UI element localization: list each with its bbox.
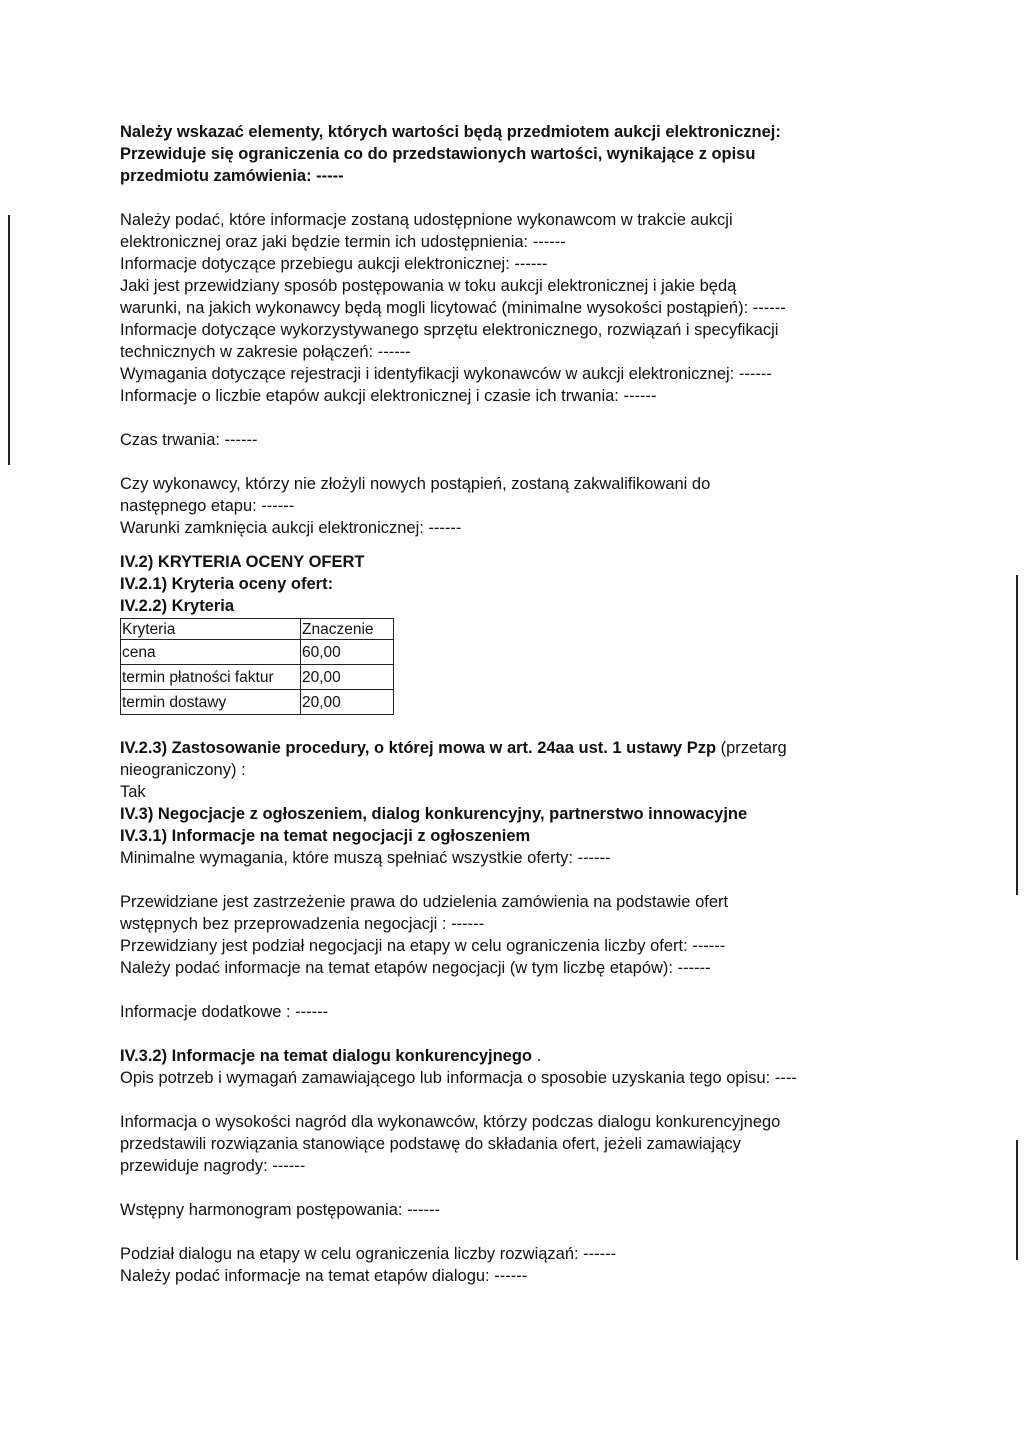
text-line: Należy podać informacje na temat etapów dialogu: ------ bbox=[120, 1267, 528, 1285]
table-cell: termin dostawy bbox=[121, 690, 301, 715]
text-line: Jaki jest przewidziany sposób postępowania w toku aukcji elektronicznej i jakie będą bbox=[120, 277, 737, 295]
text-line: Czas trwania: ------ bbox=[120, 431, 258, 449]
table-cell: termin płatności faktur bbox=[121, 665, 301, 690]
section-heading: IV.2) KRYTERIA OCENY OFERT bbox=[120, 553, 365, 571]
table-cell: 60,00 bbox=[301, 640, 394, 665]
text-line: Wstępny harmonogram postępowania: ------ bbox=[120, 1201, 441, 1219]
criteria-table bbox=[120, 618, 394, 715]
text-line: Przewiduje się ograniczenia co do przedstawionych wartości, wynikające z opisu bbox=[120, 145, 756, 163]
scan-edge-line bbox=[1016, 1140, 1018, 1260]
text-line: Informacja o wysokości nagród dla wykonawców, którzy podczas dialogu konkurencyjnego bbox=[120, 1113, 781, 1131]
text-line: przedstawili rozwiązania stanowiące podstawę do składania ofert, jeżeli zamawiający bbox=[120, 1135, 741, 1153]
table-row bbox=[121, 640, 394, 665]
text-line: Należy podać, które informacje zostaną udostępnione wykonawcom w trakcie aukcji bbox=[120, 211, 733, 229]
text-line: Informacje o liczbie etapów aukcji elektronicznej i czasie ich trwania: ------ bbox=[120, 387, 657, 405]
section-heading: IV.3.2) Informacje na temat dialogu konkurencyjnego bbox=[120, 1047, 533, 1065]
text-line: Tak bbox=[120, 783, 146, 801]
text-line: Informacje dotyczące wykorzystywanego sprzętu elektronicznego, rozwiązań i specyfikacji bbox=[120, 321, 779, 339]
text-line: nieograniczony) : bbox=[120, 761, 246, 779]
table-cell: 20,00 bbox=[301, 690, 394, 715]
text-line: technicznych w zakresie połączeń: ------ bbox=[120, 343, 411, 361]
text-line: przedmiotu zamówienia: ----- bbox=[120, 167, 344, 185]
table-row bbox=[121, 665, 394, 690]
section-heading: IV.2.2) Kryteria bbox=[120, 597, 235, 615]
text-line: Podział dialogu na etapy w celu ograniczenia liczby rozwiązań: ------ bbox=[120, 1245, 617, 1263]
text-line: warunki, na jakich wykonawcy będą mogli licytować (minimalne wysokości postąpień): ------ bbox=[120, 299, 786, 317]
section-heading: IV.3.1) Informacje na temat negocjacji z ogłoszeniem bbox=[120, 827, 531, 845]
text-line: Opis potrzeb i wymagań zamawiającego lub informacja o sposobie uzyskania tego opisu: ---- bbox=[120, 1069, 797, 1087]
text-line: Wymagania dotyczące rejestracji i identyfikacji wykonawców w aukcji elektronicznej: ------ bbox=[120, 365, 772, 383]
text-line: Informacje dodatkowe : ------ bbox=[120, 1003, 329, 1021]
text-line: Czy wykonawcy, którzy nie złożyli nowych postąpień, zostaną zakwalifikowani do bbox=[120, 475, 711, 493]
table-cell: cena bbox=[121, 640, 301, 665]
table-row bbox=[121, 690, 394, 715]
table-header-row bbox=[121, 619, 394, 640]
scan-edge-line bbox=[8, 215, 10, 465]
text-line: Przewidziane jest zastrzeżenie prawa do udzielenia zamówienia na podstawie ofert bbox=[120, 893, 729, 911]
text-line: przewiduje nagrody: ------ bbox=[120, 1157, 306, 1175]
text-line: Minimalne wymagania, które muszą spełniać wszystkie oferty: ------ bbox=[120, 849, 611, 867]
text-line bbox=[120, 1045, 910, 1067]
section-heading: IV.2.1) Kryteria oceny ofert: bbox=[120, 575, 334, 593]
text-line bbox=[120, 737, 910, 759]
text-line: Przewidziany jest podział negocjacji na etapy w celu ograniczenia liczby ofert: ------ bbox=[120, 937, 726, 955]
text-fragment: (przetarg bbox=[716, 739, 787, 757]
table-header-cell: Znaczenie bbox=[301, 619, 394, 640]
text-line: Informacje dotyczące przebiegu aukcji elektronicznej: ------ bbox=[120, 255, 548, 273]
scan-edge-line bbox=[1016, 575, 1018, 895]
text-line: następnego etapu: ------ bbox=[120, 497, 295, 515]
text-line: wstępnych bez przeprowadzenia negocjacji : ------ bbox=[120, 915, 485, 933]
text-line: Należy wskazać elementy, których wartości będą przedmiotem aukcji elektronicznej: bbox=[120, 123, 781, 141]
document-page bbox=[120, 121, 910, 1287]
table-header-cell: Kryteria bbox=[121, 619, 301, 640]
text-line: elektronicznej oraz jaki będzie termin ich udostępnienia: ------ bbox=[120, 233, 566, 251]
section-heading: IV.2.3) Zastosowanie procedury, o której mowa w art. 24aa ust. 1 ustawy Pzp bbox=[120, 739, 717, 757]
section-heading: IV.3) Negocjacje z ogłoszeniem, dialog konkurencyjny, partnerstwo innowacyjne bbox=[120, 805, 748, 823]
text-line: Warunki zamknięcia aukcji elektronicznej: ------ bbox=[120, 519, 462, 537]
text-fragment: . bbox=[532, 1047, 542, 1065]
text-line: Należy podać informacje na temat etapów negocjacji (w tym liczbę etapów): ------ bbox=[120, 959, 711, 977]
table-cell: 20,00 bbox=[301, 665, 394, 690]
